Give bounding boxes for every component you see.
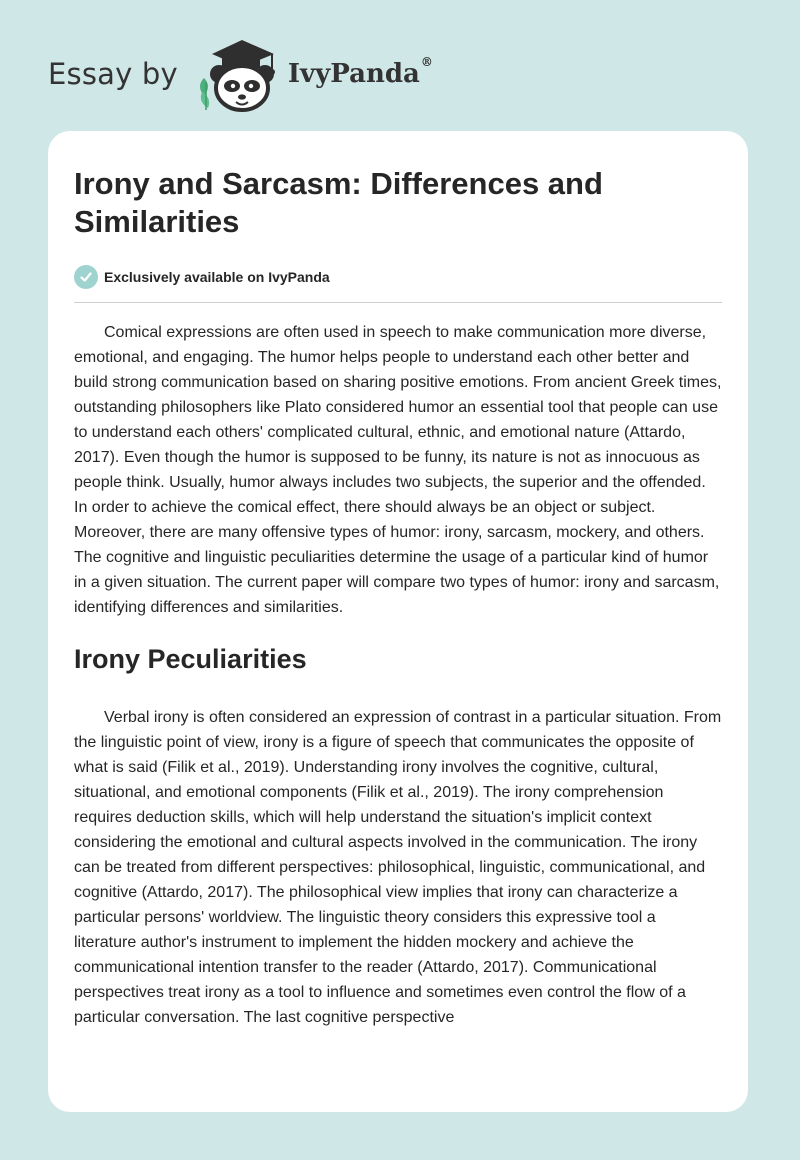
site-header [48,34,433,114]
exclusive-badge-label: Exclusively available on IvyPanda [104,269,330,285]
brand-text: IvyPanda [287,59,420,89]
article-card [48,131,748,1112]
check-circle-icon [74,265,98,289]
panda-logo-icon[interactable] [192,34,284,114]
section-paragraph: Verbal irony is often considered an expression of contrast in a particular situation. From the linguistic point of view, irony is a figure of speech that communicates the opposite of what is said (Filik et al., 2019). Understanding irony involves the cognitive, cultural, situational, and emotional components (Filik et al., 2019). The irony comprehension requires deduction skills, which will help understand the situation's implicit context considering the emotional and cultural aspects involved in the communication. The irony can be treated from different perspectives: philosophical, linguistic, communicational, and cognitive (Attardo, 2017). The philosophical view implies that irony can characterize a particular persons' worldview. The linguistic theory considers this expressive tool a literature author's instrument to implement the hidden mockery and achieve the communicational intention transfer to the reader (Attardo, 2017). Communicational perspectives treat irony as a tool to influence and sometimes even control the flow of a particular conversation. The last cognitive perspective [74,709,722,1026]
brand-name[interactable] [287,55,433,89]
section-heading: Irony Peculiarities [74,644,307,674]
divider [74,302,722,303]
registered-mark: ® [420,55,433,69]
article-title: Irony and Sarcasm: Differences and Similarities [74,166,603,239]
exclusive-badge [74,265,722,289]
essay-by-label: Essay by [48,57,178,91]
intro-paragraph: Comical expressions are often used in speech to make communication more diverse, emotional, and engaging. The humor helps people to understand each other better and build strong communication based on sharing positive emotions. From ancient Greek times, outstanding philosophers like Plato considered humor an essential tool that people can use to understand each others' complicated cultural, ethnic, and emotional nature (Attardo, 2017). Even though the humor is supposed to be funny, its nature is not as innocuous as people think. Usually, humor always includes two subjects, the superior and the offended. In order to achieve the comical effect, there should always be an object or subject. Moreover, there are many offensive types of humor: irony, sarcasm, mockery, and others. The cognitive and linguistic peculiarities determine the usage of a particular kind of humor in a given situation. The current paper will compare two types of humor: irony and sarcasm, identifying differences and similarities. [74,324,722,616]
